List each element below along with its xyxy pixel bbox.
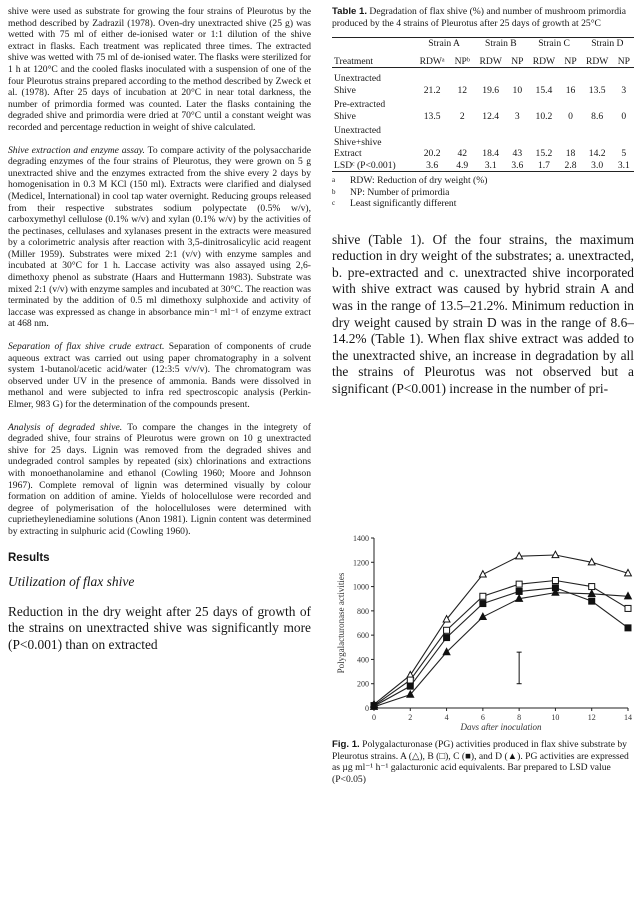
paragraph-3-body: Separation of components of crude aqueous extract was carried out using paper chromatography in a solvent system 1-butanol/acetic acid/water (12:3:5 v/v/v). The chromatogram was observed under UV in the presence of ammonia. Bands were dissolved in methanol and were subjected to infra red spectroscopic analysis (Perkin-Elmer, 983 G) for the determination of the compounds present. bbox=[8, 341, 311, 410]
table-cell: 5 bbox=[621, 148, 627, 160]
treatment-header: Treatment bbox=[332, 50, 414, 68]
paragraph-2-body: To compare activity of the polysaccharide degrading enzymes of the four strains of Pleurotus, they were grown on 5 g unextracted shive and the enzymes extracted from the shive every 2 days by homogenisation in 0.3 M KCl (150 ml). Extracts were clarified and dialysed (Medicel, International) in cool tap water overnight. Reducing groups released from their respective substrates sodium polypectate (0.5% w/v), carboxymethyl cellulose (0.1% w/v) and xylan (0.1% w/v) by the activities of the pectinases, cellulases and xylanases present in the extracts were measured by a colorimetric analysis after reaction with 3,5-dinitrosalicylic acid reagent (Miller 1959). Substrates were mixed 2:1 (v/v) with enzyme samples and incubated at 30°C for 1 h. Laccase activity was also assayed using 2,6-dimethoxy phenol as substrate (Haars and Huttermann 1983). Substrate was mixed 2:1 (v/v) with enzyme samples and incubated at 30°C. The reaction was terminated by the addition of 0.5 ml dimethoxy sulphoxide and activity of laccase was expressed as change in absorbance min⁻¹ ml⁻¹ of enzyme extract at 468 nm. bbox=[8, 144, 312, 330]
strain-header: Strain B bbox=[474, 38, 527, 50]
methods-paragraph-3 bbox=[8, 341, 311, 411]
table-cell: 10.2 bbox=[535, 110, 553, 122]
data-point-A bbox=[552, 551, 559, 557]
y-tick-label: 1000 bbox=[353, 582, 369, 592]
data-point-C bbox=[480, 601, 486, 607]
table-cell: 3.1 bbox=[474, 160, 507, 172]
table-cell: 19.6 bbox=[482, 84, 500, 96]
table-header-strains bbox=[332, 38, 634, 50]
table-cell: 3.0 bbox=[581, 160, 614, 172]
y-tick-label: 800 bbox=[357, 606, 369, 616]
table-cell: 18.4 bbox=[482, 148, 500, 160]
table-1 bbox=[332, 37, 634, 172]
y-tick-label: 200 bbox=[357, 679, 369, 689]
table-caption bbox=[332, 6, 634, 29]
data-point-C bbox=[407, 683, 413, 689]
np-header: NPᵇ bbox=[450, 50, 474, 68]
table-row-label bbox=[332, 96, 634, 111]
data-point-B bbox=[552, 578, 558, 584]
rdw-header: RDWᵃ bbox=[414, 50, 450, 68]
lsd-label: LSDᶜ (P<0.001) bbox=[332, 160, 414, 172]
rdw-header: RDW bbox=[474, 50, 507, 68]
data-point-B bbox=[480, 593, 486, 599]
table-cell: 3 bbox=[514, 110, 520, 122]
section-title-shive-extraction: Shive extraction and enzyme assay. bbox=[8, 144, 145, 156]
results-subheading: Utilization of flax shive bbox=[8, 573, 135, 589]
y-tick-label: 1400 bbox=[353, 534, 369, 543]
methods-paragraph-4 bbox=[8, 422, 311, 538]
table-cell: 18 bbox=[565, 148, 576, 160]
table-cell: 12.4 bbox=[482, 110, 500, 122]
table-row-label bbox=[332, 137, 634, 149]
strain-header: Strain C bbox=[527, 38, 580, 50]
data-point-C bbox=[444, 635, 450, 641]
pg-activity-chart bbox=[332, 530, 634, 730]
row-label: Shive bbox=[334, 110, 356, 122]
table-cell: 16 bbox=[565, 84, 576, 96]
data-point-C bbox=[589, 598, 595, 604]
table-cell: 4.9 bbox=[450, 160, 474, 172]
table-cell: 14.2 bbox=[588, 148, 606, 160]
section-title-separation: Separation of flax shive crude extract. bbox=[8, 341, 165, 353]
table-row bbox=[332, 111, 634, 123]
results-paragraph: Reduction in the dry weight after 25 days of growth of the strains on unextracted shive was significantly more (P<0.001) than on extracted bbox=[8, 603, 311, 652]
table-cell: 10 bbox=[512, 84, 523, 96]
data-point-B bbox=[407, 677, 413, 683]
data-point-B bbox=[589, 584, 595, 590]
table-cell: 3 bbox=[621, 84, 627, 96]
data-point-B bbox=[625, 605, 631, 611]
x-axis-label: Days after inoculation bbox=[460, 722, 542, 730]
table-cell: 0 bbox=[568, 110, 573, 122]
rdw-header: RDW bbox=[527, 50, 560, 68]
data-point-B bbox=[444, 627, 450, 633]
np-header: NP bbox=[614, 50, 634, 68]
table-cell: 3.1 bbox=[614, 160, 634, 172]
row-label: Pre-extracted bbox=[334, 99, 386, 111]
x-tick-label: 4 bbox=[444, 713, 449, 722]
table-cell: 13.5 bbox=[423, 110, 441, 122]
section-title-analysis: Analysis of degraded shive. bbox=[8, 421, 123, 433]
left-column bbox=[8, 6, 311, 653]
table-cell: 3.6 bbox=[414, 160, 450, 172]
data-point-B bbox=[516, 581, 522, 587]
y-axis-label: Polygalacturonase activities bbox=[336, 572, 346, 674]
table-footnotes bbox=[332, 175, 634, 210]
series-line-D bbox=[374, 593, 628, 707]
table-row bbox=[332, 148, 634, 160]
table-cell: 20.2 bbox=[423, 148, 441, 160]
x-tick-label: 12 bbox=[587, 713, 596, 722]
table-caption-label: Table 1. bbox=[332, 6, 368, 17]
row-label: Extract bbox=[334, 148, 362, 160]
table-cell: 21.2 bbox=[423, 84, 441, 96]
figure-caption-label: Fig. 1. bbox=[332, 739, 360, 750]
x-tick-label: 10 bbox=[551, 713, 560, 722]
table-row bbox=[332, 85, 634, 97]
table-cell: 42 bbox=[457, 148, 468, 160]
data-point-C bbox=[516, 588, 522, 594]
y-tick-label: 0 bbox=[365, 704, 369, 713]
table-row-label bbox=[332, 68, 634, 85]
strain-header: Strain A bbox=[414, 38, 474, 50]
table-header-columns bbox=[332, 50, 634, 68]
table-row-lsd bbox=[332, 160, 634, 172]
rdw-header: RDW bbox=[581, 50, 614, 68]
results-continuation: shive (Table 1). Of the four strains, the maximum reduction in dry weight of the substrates; a. unextracted, b. pre-extracted and c. unextracted shive incorporated with shive extract was caused by hybrid strain A and was in the range of 13.5–21.2%. Minimum reduction in dry weight caused by strain D was in the range of 8.6–14.2% (Table 1). When flax shive extract was added to the unextracted shive, an increase in degradation by all the strains of Pleurotus was not observed but a significant (P<0.001) increase in the number of pri- bbox=[332, 231, 634, 397]
table-cell: 0 bbox=[621, 110, 627, 122]
row-label: Unextracted bbox=[334, 125, 381, 137]
y-tick-label: 600 bbox=[357, 631, 369, 641]
table-cell: 12 bbox=[457, 84, 468, 96]
footnote: a RDW: Reduction of dry weight (%) bbox=[332, 175, 488, 187]
y-tick-label: 400 bbox=[357, 655, 369, 665]
table-row-label bbox=[332, 122, 634, 137]
figure-caption-text: Polygalacturonase (PG) activities produced in flax shive substrate by Pleurotus strains. A (△), B (□), C (■), and D (▲). PG activities are expressed as µg ml⁻¹ h⁻¹ galacturonic acid equivalents. Bar prepared to LSD value (P<0.05) bbox=[332, 739, 629, 785]
methods-paragraph-1: shive were used as substrate for growing the four strains of Pleurotus by the method described by Zadrazil (1978). Oven-dry unextracted shive (25 g) was wetted with 75 ml of either de-ionised water or 1:1 dilution of the shive extract in flasks. Each treatment was replicated three times. The extracted shive was wetted with 75 ml of de-ionised water. The flasks were sterilized for 1 h at 120°C and the cooled flasks inoculated with a suspension of one of the four Pleurotus strains prepared according to the method described by Zweck et al. (1978). After 25 days of incubation at 20°C in near total darkness, the number of primordia formed was counted. Later the flasks containing the degraded shive and primordia were dried at 70°C until a constant weight was recorded and percentage reduction in weight of shive calculated. bbox=[8, 6, 311, 133]
np-header: NP bbox=[507, 50, 527, 68]
row-label: Unextracted bbox=[334, 73, 381, 85]
table-cell: 2 bbox=[459, 110, 465, 122]
right-column bbox=[332, 6, 634, 398]
methods-paragraph-2 bbox=[8, 145, 311, 331]
strain-header: Strain D bbox=[581, 38, 634, 50]
results-heading: Results bbox=[8, 551, 50, 564]
x-tick-label: 2 bbox=[408, 713, 413, 722]
row-label: Shive bbox=[334, 84, 356, 96]
table-cell: 15.4 bbox=[535, 84, 553, 96]
x-tick-label: 0 bbox=[372, 713, 376, 722]
row-label: Shive+shive bbox=[334, 136, 382, 148]
footnote: b NP: Number of primordia bbox=[332, 186, 450, 198]
figure-1 bbox=[332, 530, 634, 792]
table-cell: 2.8 bbox=[560, 160, 580, 172]
table-cell: 8.6 bbox=[591, 110, 604, 122]
table-cell: 1.7 bbox=[527, 160, 560, 172]
x-tick-label: 14 bbox=[624, 713, 632, 722]
table-caption-text: Degradation of flax shive (%) and number of mushroom primordia produced by the 4 strains of Pleurotus after 25 days of growth at 25°C bbox=[332, 6, 626, 29]
x-tick-label: 8 bbox=[517, 713, 522, 722]
table-cell: 15.2 bbox=[535, 148, 553, 160]
x-tick-label: 6 bbox=[480, 713, 485, 722]
table-cell: 3.6 bbox=[507, 160, 527, 172]
footnote: c Least significantly different bbox=[332, 198, 457, 210]
figure-caption bbox=[332, 739, 634, 785]
y-tick-label: 1200 bbox=[353, 558, 369, 568]
table-cell: 43 bbox=[512, 148, 523, 160]
paragraph-4-body: To compare the changes in the integrety of degraded shive, four strains of Pleurotus were grown on 10 g unextracted shive for 25 days. Lignin was removed from the degraded shives and undegraded control samples by repeated (six) chlorinations and extractions with monoethanolamine and ethanol (Cowling 1960; Moore and Johnson 1967). Complete removal of lignin was determined visually by colour formation on addition of amine. Yields of holocellulose were recorded and degree of polymerisation of the holocelluloses were determined with cuprietheylenediamine solutions (Anon 1981). Lignin content was determined by extracting in sulphuric acid (Cowling 1960). bbox=[8, 421, 311, 537]
table-cell: 13.5 bbox=[588, 84, 606, 96]
np-header: NP bbox=[560, 50, 580, 68]
data-point-C bbox=[625, 625, 631, 631]
